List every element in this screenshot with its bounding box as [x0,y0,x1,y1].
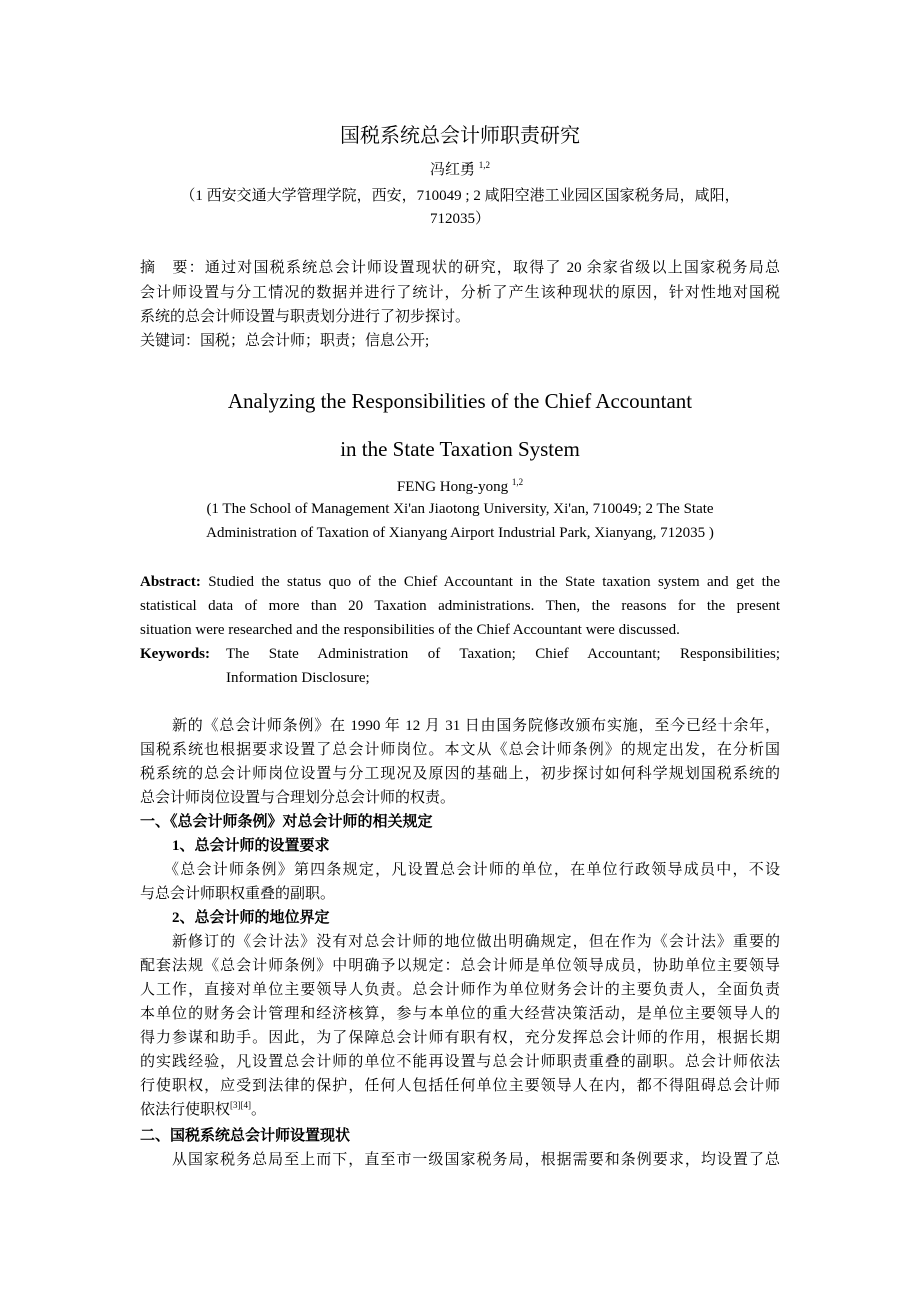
subsection-heading: 1、总会计师的设置要求 [172,838,330,854]
paragraph-end: 。 [251,1102,267,1118]
paragraph-line: 新修订的《会计法》没有对总会计师的地位做出明确规定，但在作为《会计法》重要的 [172,934,780,950]
paragraph-line: 与总会计师职权重叠的副职。 [140,886,336,902]
paragraph-line: 得力参谋和助手。因此，为了保障总会计师有职有权，充分发挥总会计师的作用，根据长期 [140,1030,780,1046]
paragraph-line: 配套法规《总会计师条例》中明确予以规定：总会计师是单位领导成员，协助单位主要领导 [140,958,780,974]
en-keywords-line: Information Disclosure; [226,670,370,686]
en-affiliation-line: (1 The School of Management Xi'an Jiaotong University, Xi'an, 710049; 2 The State [206,501,714,517]
en-abstract-text: Studied the status quo of the Chief Accountant in the State taxation system and get the [208,574,780,590]
cn-abstract-line: 摘 要：通过对国税系统总会计师设置现状的研究，取得了 20 余家省级以上国家税务局总 [140,260,780,276]
section-heading: 二、国税系统总会计师设置现状 [140,1128,351,1144]
intro-line: 税系统的总会计师岗位设置与分工现况及原因的基础上，初步探讨如何科学规划国税系统的 [140,766,780,782]
en-author [140,475,780,499]
intro-line: 新的《总会计师条例》在 1990 年 12 月 31 日由国务院修改颁布实施，至今已经十余年， [172,718,780,734]
intro-line: 总会计师岗位设置与合理划分总会计师的权责。 [140,790,456,806]
cn-affiliation-line: （1 西安交通大学管理学院，西安，710049 ; 2 咸阳空港工业园区国家税务局，咸阳， [180,188,740,204]
cn-title: 国税系统总会计师职责研究 [340,125,580,147]
en-keywords-label: Keywords: [140,646,210,662]
paragraph-line: 人工作，直接对单位主要领导人负责。总会计师作为单位财务会计的主要负责人，全面负责 [140,982,780,998]
paragraph-line: 《总会计师条例》第四条规定，凡设置总会计师的单位，在单位行政领导成员中，不设 [164,862,780,878]
paragraph-line [140,1098,780,1122]
section-heading: 一、《总会计师条例》对总会计师的相关规定 [140,814,433,830]
en-abstract-line: statistical data of more than 20 Taxation administrations. Then, the reasons for the present [140,598,780,614]
cn-abstract-line: 会计师设置与分工情况的数据并进行了统计，分析了产生该种现状的原因，针对性地对国税 [140,285,780,301]
en-title-line: in the State Taxation System [340,437,580,461]
en-abstract-line: situation were researched and the responsibilities of the Chief Accountant were discussed. [140,622,680,638]
en-author-name: FENG Hong-yong [396,479,509,495]
en-author-sup: 1,2 [511,477,524,487]
intro-line: 国税系统也根据要求设置了总会计师岗位。本文从《总会计师条例》的规定出发，在分析国 [140,742,780,758]
paragraph-text: 依法行使职权 [140,1102,231,1118]
cn-author-sup: 1,2 [478,160,490,170]
paragraph-line: 本单位的财务会计管理和经济核算，参与本单位的重大经营决策活动，是单位主要领导人的 [140,1006,780,1022]
en-title-line: Analyzing the Responsibilities of the Chief Accountant [227,389,693,413]
paragraph-line: 从国家税务总局至上而下，直至市一级国家税务局，根据需要和条例要求，均设置了总 [172,1152,780,1168]
en-abstract-label: Abstract: [140,574,201,590]
en-keywords-line [140,642,780,666]
citation: [3][4] [230,1100,252,1110]
cn-author-name: 冯红勇 [429,162,475,178]
paragraph-line: 行使职权，应受到法律的保护，任何人包括任何单位主要领导人在内，都不得阻碍总会计师 [140,1078,780,1094]
cn-keywords: 关键词：国税；总会计师；职责；信息公开; [140,333,430,349]
paragraph-line: 的实践经验，凡设置总会计师的单位不能再设置与总会计师职责重叠的副职。总会计师依法 [140,1054,780,1070]
subsection-heading: 2、总会计师的地位界定 [172,910,330,926]
cn-affiliation-line: 712035） [429,211,490,227]
cn-abstract-line: 系统的总会计师设置与职责划分进行了初步探讨。 [140,309,471,325]
cn-author [140,158,780,182]
en-affiliation-line: Administration of Taxation of Xianyang Airport Industrial Park, Xianyang, 712035 ) [206,525,714,541]
en-keywords-text: The State Administration of Taxation; Chief Accountant; Responsibilities; [226,646,780,662]
en-abstract-line [140,570,780,594]
